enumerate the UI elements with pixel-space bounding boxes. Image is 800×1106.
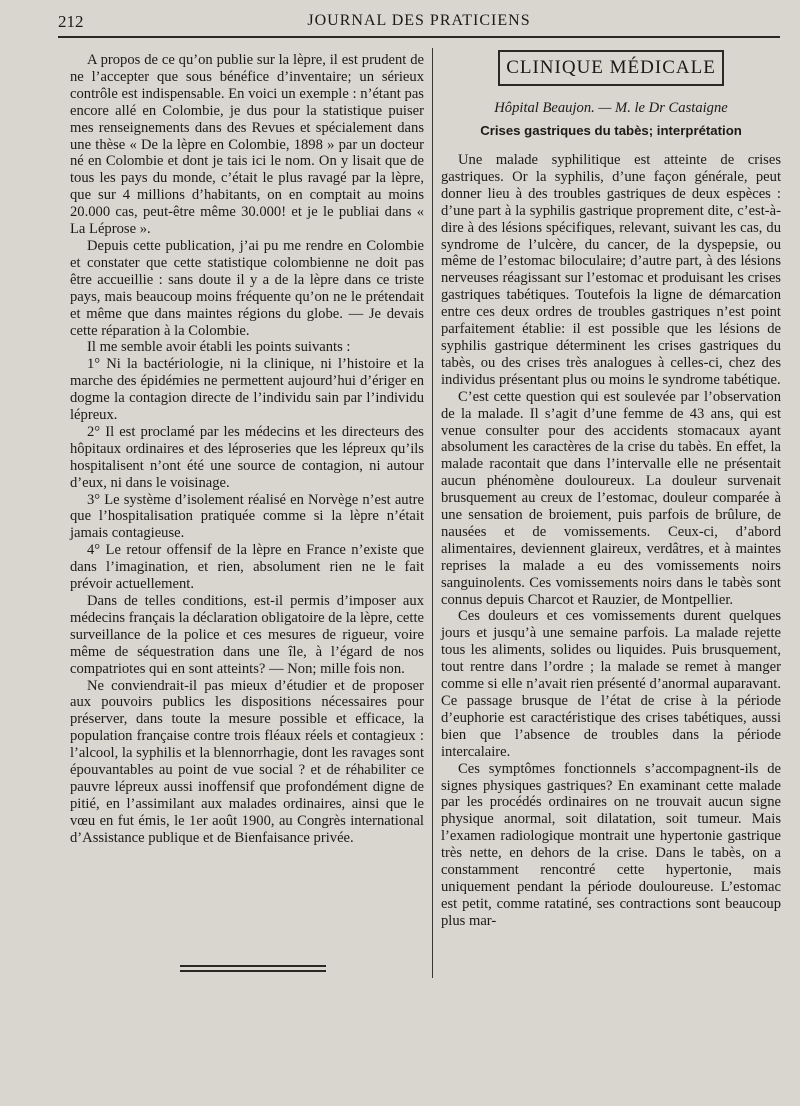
page-number: 212 <box>58 12 84 31</box>
paragraph: 1° Ni la bactériologie, ni la clinique, ni l’histoire et la marche des épidémies ne permettent aujourd’hui d’ériger en dogme la contagion directe de l’individu sain par l’individu lépreux. <box>70 356 424 424</box>
left-column <box>70 52 424 847</box>
running-head: JOURNAL DES PRATICIENS <box>307 12 531 29</box>
page-header <box>58 10 780 34</box>
header-rule <box>58 36 780 38</box>
section-title: CLINIQUE MÉDICALE <box>498 50 724 86</box>
paragraph: C’est cette question qui est soulevée par l’observation de la malade. Il s’agit d’une femme de 43 ans, qui est venue consulter pour des accidents stomacaux ayant absolument les caractères de la crise du tabès. En effet, la malade racontait que dans l’intervalle elle ne présentait aucun phénomène douloureux. La douleur survenait brusquement au creux de l’estomac, douleur comparée à une sensation de broiement, puis parfois de brûlure, de nausées et de vomissements. Ceux-ci, d’abord alimentaires, deviennent glaireux, verdâtres, et à maintes reprises la malade a eu des vomissements noirs sanguinolents. Ces vomissements noirs dans le tabès sont connus depuis Charcot et Rauzier, de Montpellier. <box>441 388 781 608</box>
hospital-line: Hôpital Beaujon. — M. le Dr Castaigne <box>494 100 728 116</box>
paragraph: Une malade syphilitique est atteinte de crises gastriques. Or la syphilis, d’une façon générale, peut donner lieu à des troubles gastriques de deux espèces : d’une part à la syphilis gastrique proprement dite, c’est-à-dire à des lésions spécifiques, relevant, suivant les cas, du syndrome de l’ulcère, du cancer, de la dyspepsie, ou même de l’estomac biloculaire; d’autre part, à des lésions nerveuses réagissant sur l’estomac et produisant les crises gastriques tabétiques. Toutefois la ligne de démarcation entre ces deux ordres de troubles gastriques n’est point parfaitement établie: il est possible que les lésions de syphilis gastrique déterminent les crises gastriques du tabès, ou des crises très analogues à celles-ci, chez des individus présentant plus ou moins le syndrome tabétique. <box>441 152 781 388</box>
paragraph: 2° Il est proclamé par les médecins et les directeurs des hôpitaux ordinaires et des léproseries que les lépreux qu’ils hospitalisent n’ont été une source de contagion, ni autour d’eux, ni dans le voisinage. <box>70 423 424 491</box>
end-rule <box>180 965 326 967</box>
paragraph: Ces douleurs et ces vomissements durent quelques jours et jusqu’à une semaine parfois. La malade rejette tous les aliments, solides ou liquides. Puis brusquement, tout rentre dans l’ordre ; la malade se remet à manger comme si elle n’avait rien présenté d’anormal auparavant. Ce passage brusque de l’état de crise à la période d’euphorie est caractéristique des crises tabétiques, aussi bien que l’absence de troubles dans la période intercalaire. <box>441 608 781 760</box>
paragraph: Il me semble avoir établi les points suivants : <box>87 339 351 356</box>
paragraph: A propos de ce qu’on publie sur la lèpre, il est prudent de ne l’accepter que sous bénéfice d’inventaire; un sérieux contrôle est indispensable. En voici un exemple : n’étant pas encore allé en Colombie, je dus pour la statistique puiser mes renseignements dans des Revues et spécialement dans une thèse « De la lèpre en Colombie, 1898 » par un docteur né en Colombie et dont je tais ici le nom. On y lisait que de tous les pays du monde, c’était le plus ravagé par la lèpre, que sur 4 millions d’habitants, on en comptait au moins 20.000 cas, peut-être même 30.000! et je le publiai dans « La Léprose ». <box>70 52 424 238</box>
right-column <box>441 152 781 930</box>
paragraph: 3° Le système d’isolement réalisé en Norvège n’est autre que l’hospitalisation pratiquée comme si la lèpre n’était jamais contagieuse. <box>70 491 424 542</box>
end-rule <box>180 970 326 972</box>
paragraph: 4° Le retour offensif de la lèpre en France n’existe que dans l’imagination, et rien, absolument rien ne le fait prévoir actuellement. <box>70 542 424 593</box>
column-divider <box>432 48 433 978</box>
article-subtitle: Crises gastriques du tabès; interprétation <box>480 123 742 138</box>
paragraph: Depuis cette publication, j’ai pu me rendre en Colombie et constater que cette statistique colombienne ne doit pas être accueillie : sans doute il y a de la lèpre dans ce triste pays, mais beaucoup moins fréquente qu’on ne le prétendait et même que dans maintes régions du globe. — Je devais cette réparation à la Colombie. <box>70 237 424 339</box>
paragraph: Ne conviendrait-il pas mieux d’étudier et de proposer aux pouvoirs publics les dispositions nécessaires pour préserver, dans toute la mesure possible et efficace, la population française contre trois fléaux réels et contagieux : l’alcool, la syphilis et la blennorrhagie, dont les ravages sont épouvantables au point de vue social ? et de réhabiliter ce pauvre lépreux aussi inoffensif que profondément digne de pitié, en l’assimilant aux malades ordinaires, ainsi que le vœu en fut émis, le 1er août 1900, au Congrès international d’Assistance publique et de Bienfaisance privée. <box>70 677 424 846</box>
paragraph: Ces symptômes fonctionnels s’accompagnent-ils de signes physiques gastriques? En examinant cette malade par les procédés ordinaires on ne trouvait aucun signe physique anormal, soit dilatation, soit tumeur. Mais l’examen radiologique montrait une hypertonie gastrique très nette, en dehors de la crise. Dans le tabès, on a constamment rencontré cette hypertonie, mais uniquement pendant la période douloureuse. L’estomac est petit, comme ratatiné, ses contractions sont beaucoup plus mar- <box>441 760 781 929</box>
paragraph: Dans de telles conditions, est-il permis d’imposer aux médecins français la déclaration obligatoire de la lèpre, cette surveillance de la police et ces mesures de rigueur, voire même de séquestration dans une île, à l’égard de nos compatriotes qui en sont atteints? — Non; mille fois non. <box>70 593 424 677</box>
